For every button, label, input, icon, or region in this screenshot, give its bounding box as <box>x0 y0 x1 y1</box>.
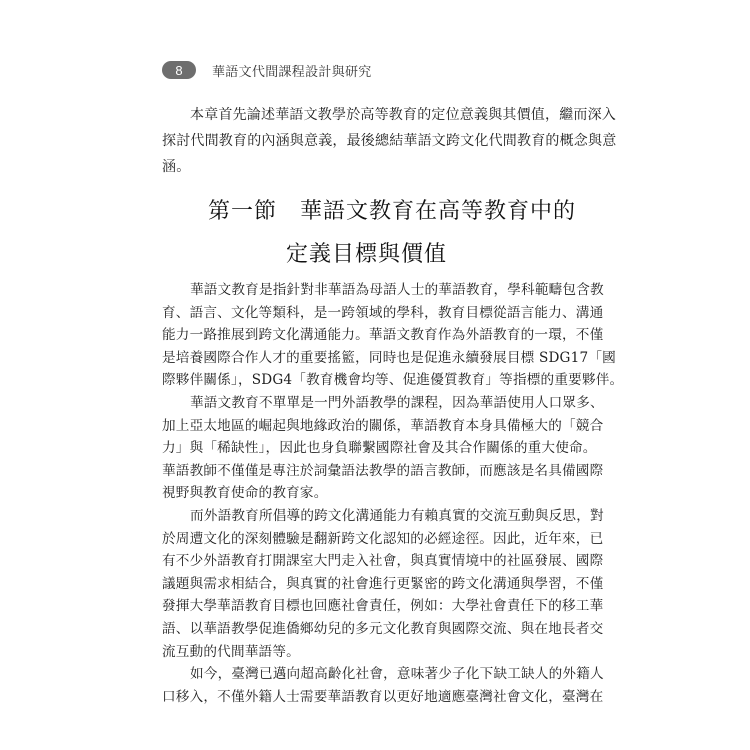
body-line: 流互動的代間華語等。 <box>162 643 300 660</box>
body-line: 是培養國際合作人才的重要搖籃，同時也是促進永續發展目標 SDG17「國 <box>162 349 616 366</box>
intro-line: 涵。 <box>162 159 191 175</box>
body-line: 而外語教育所倡導的跨文化溝通能力有賴真實的交流互動與反思，對 <box>190 507 604 524</box>
body-line: 口移入，不僅外籍人士需要華語教育以更好地適應臺灣社會文化，臺灣在 <box>162 688 604 705</box>
body-line: 視野與教育使命的教育家。 <box>162 485 328 502</box>
body-line: 育、語言、文化等類科，是一跨領域的學科，教育目標從語言能力、溝通 <box>162 304 604 321</box>
body-line: 於周遭文化的深刻體驗是翻新跨文化認知的必經途徑。因此，近年來，已 <box>162 530 604 547</box>
body-line: 華語教師不僅僅是專注於詞彙語法教學的語言教師，而應該是名具備國際 <box>162 462 604 479</box>
intro-line: 本章首先論述華語文教學於高等教育的定位意義與其價值，繼而深入 <box>190 107 616 123</box>
page-number-badge: 8 <box>162 61 196 79</box>
body-line: 能力一路推展到跨文化溝通能力。華語文教育作為外語教育的一環，不僅 <box>162 327 604 344</box>
section-heading-line-2: 定義目標與價值 <box>286 242 448 267</box>
body-line: 有不少外語教育打開課室大門走入社會，與真實情境中的社區發展、國際 <box>162 553 604 570</box>
body-line: 華語文教育是指針對非華語為母語人士的華語教育，學科範疇包含教 <box>190 282 604 298</box>
section-heading-line-1: 第一節 華語文教育在高等教育中的 <box>208 199 577 224</box>
body-line: 加上亞太地區的崛起與地緣政治的關係，華語教育本身具備極大的「競合 <box>162 417 604 434</box>
body-line: 力」與「稀缺性」，因此也身負聯繫國際社會及其合作關係的重大使命。 <box>162 440 597 457</box>
running-header-title: 華語文代間課程設計與研究 <box>212 64 372 80</box>
body-line: 發揮大學華語教育目標也回應社會責任，例如：大學社會責任下的移工華 <box>162 598 604 615</box>
body-line: 議題與需求相結合，與真實的社會進行更緊密的跨文化溝通與學習，不僅 <box>162 575 604 592</box>
body-line: 華語文教育不單單是一門外語教學的課程，因為華語使用人口眾多、 <box>190 394 604 411</box>
body-line: 如今，臺灣已邁向超高齡化社會，意味著少子化下缺工缺人的外籍人 <box>190 666 604 683</box>
body-line: 際夥伴關係」，SDG4「教育機會均等、促進優質教育」等指標的重要夥伴。 <box>162 372 624 389</box>
body-text <box>162 279 624 708</box>
intro-paragraph <box>162 102 617 180</box>
running-header <box>162 60 372 80</box>
body-line: 語、以華語教學促進僑鄉幼兒的多元文化教育與國際交流、與在地長者交 <box>162 620 604 637</box>
intro-line: 探討代間教育的內涵與意義，最後總結華語文跨文化代間教育的概念與意 <box>162 133 617 149</box>
